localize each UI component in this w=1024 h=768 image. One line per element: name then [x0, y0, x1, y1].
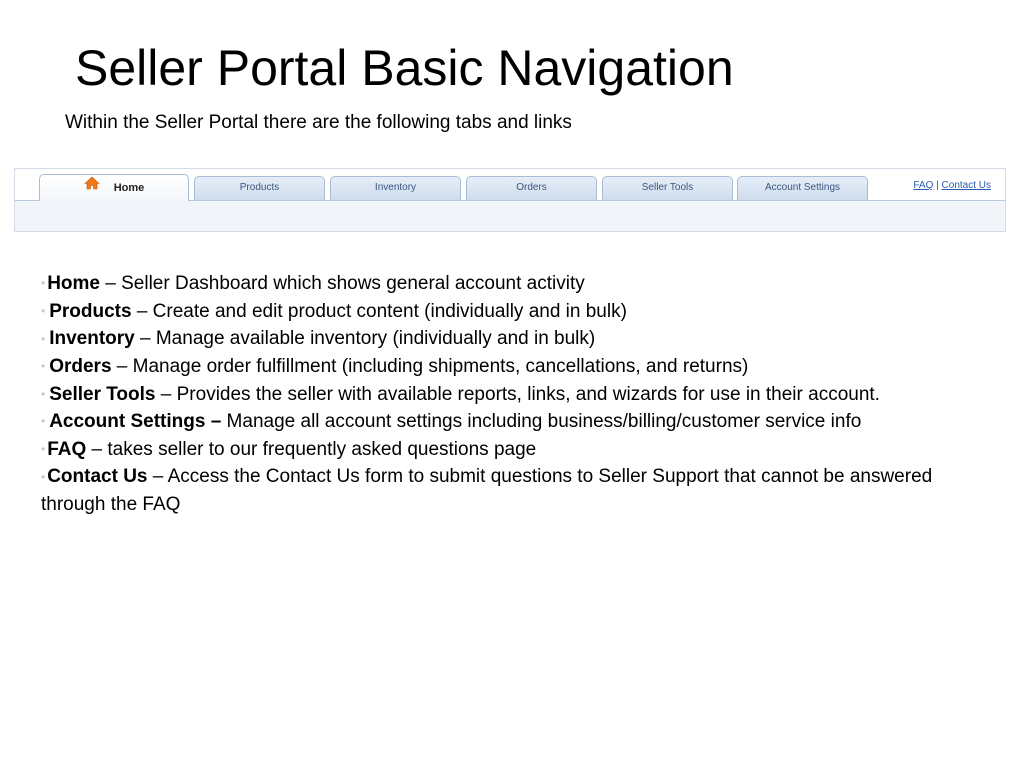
tab-inventory-label: Inventory — [374, 182, 417, 193]
list-item — [41, 270, 981, 298]
bullet-icon: • — [41, 331, 46, 346]
tab-strip — [15, 169, 1005, 201]
list-item — [41, 325, 981, 353]
list-item-term: Orders — [49, 355, 112, 377]
bullet-icon: • — [41, 414, 46, 429]
bullet-icon: • — [41, 469, 46, 484]
bullet-icon: • — [41, 276, 46, 291]
list-item-description: – Access the Contact Us form to submit questions to Seller Support that cannot be answered through the FAQ — [41, 466, 933, 515]
list-item-term: Home — [47, 273, 100, 294]
tab-seller-tools[interactable] — [602, 176, 733, 200]
list-item — [41, 298, 981, 326]
bullet-icon: • — [41, 442, 46, 457]
list-item — [41, 408, 981, 436]
tab-orders[interactable] — [466, 176, 597, 200]
tab-products[interactable] — [194, 176, 325, 200]
tab-home[interactable] — [39, 174, 189, 201]
faq-link[interactable]: FAQ — [913, 180, 934, 191]
list-item — [41, 353, 981, 381]
list-item-description: – Manage available inventory (individually and in bulk) — [134, 328, 596, 350]
top-links — [913, 180, 991, 191]
list-item-description: – Create and edit product content (individually and in bulk) — [131, 300, 627, 322]
list-item-term: Account Settings – — [49, 411, 222, 433]
page-title: Seller Portal Basic Navigation — [75, 40, 734, 96]
list-item — [41, 463, 981, 518]
link-separator: | — [936, 180, 939, 191]
tab-account-settings-label: Account Settings — [764, 182, 841, 193]
list-item-term: Seller Tools — [49, 383, 156, 405]
tab-inventory[interactable] — [330, 176, 461, 200]
list-item — [41, 381, 981, 409]
bullet-icon: • — [41, 386, 46, 401]
sub-navigation-bar — [15, 201, 1005, 231]
list-item-description: – takes seller to our frequently asked questions page — [86, 438, 537, 460]
home-icon — [84, 174, 100, 200]
page-subtitle: Within the Seller Portal there are the following tabs and links — [65, 112, 572, 133]
list-item-term: Products — [49, 300, 132, 322]
tab-home-label: Home — [113, 182, 145, 194]
tab-seller-tools-label: Seller Tools — [641, 182, 694, 193]
list-item-description: – Provides the seller with available reports, links, and wizards for use in their account. — [155, 383, 880, 405]
list-item-description: – Seller Dashboard which shows general account activity — [100, 273, 585, 294]
list-item-term: Contact Us — [47, 466, 148, 488]
tab-account-settings[interactable] — [737, 176, 868, 200]
list-item-term: FAQ — [47, 438, 87, 460]
seller-portal-navbar — [14, 168, 1006, 232]
tab-products-label: Products — [239, 182, 280, 193]
list-item — [41, 436, 981, 464]
navigation-description-list — [41, 270, 981, 518]
tab-orders-label: Orders — [516, 182, 547, 193]
list-item-description: Manage all account settings including business/billing/customer service info — [221, 411, 862, 433]
list-item-description: – Manage order fulfillment (including shipments, cancellations, and returns) — [111, 355, 749, 377]
bullet-icon: • — [41, 359, 46, 374]
bullet-icon: • — [41, 303, 46, 318]
list-item-term: Inventory — [49, 328, 135, 350]
contact-us-link[interactable]: Contact Us — [941, 180, 991, 191]
